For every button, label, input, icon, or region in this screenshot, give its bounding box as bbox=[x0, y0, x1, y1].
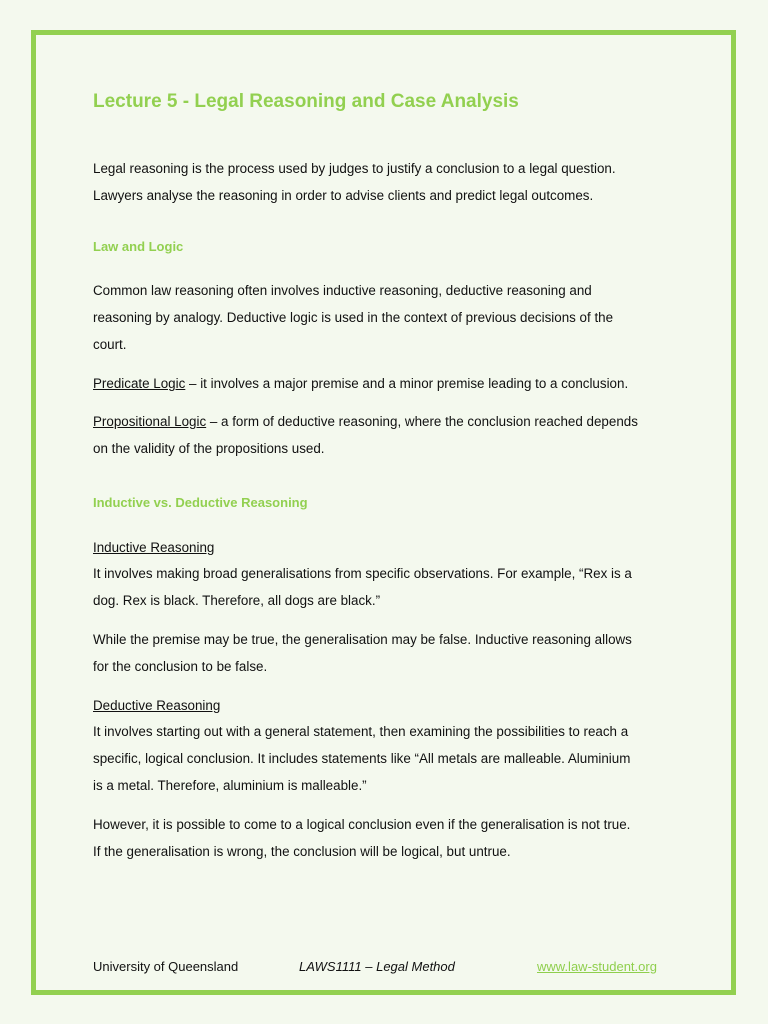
inductive-reasoning-heading: Inductive Reasoning bbox=[93, 540, 215, 555]
intro-line: Legal reasoning is the process used by judges to justify a conclusion to a legal question. bbox=[93, 161, 616, 176]
section-heading-inductive-deductive: Inductive vs. Deductive Reasoning bbox=[93, 495, 308, 510]
paragraph-line: for the conclusion to be false. bbox=[93, 659, 268, 674]
inductive-paragraph bbox=[93, 560, 683, 614]
paragraph-line: reasoning by analogy. Deductive logic is used in the context of previous decisions of the bbox=[93, 310, 614, 325]
deductive-paragraph bbox=[93, 718, 683, 799]
paragraph-line: is a metal. Therefore, aluminium is malleable.” bbox=[93, 778, 367, 793]
paragraph-line: on the validity of the propositions used. bbox=[93, 441, 325, 456]
paragraph-line: It involves making broad generalisations from specific observations. For example, “Rex is a bbox=[93, 566, 632, 581]
footer-website-link[interactable]: www.law-student.org bbox=[537, 959, 657, 974]
page-title: Lecture 5 - Legal Reasoning and Case Analysis bbox=[93, 91, 519, 112]
law-logic-paragraph bbox=[93, 277, 683, 358]
predicate-logic-term: Predicate Logic bbox=[93, 376, 186, 391]
page-border bbox=[31, 30, 736, 995]
predicate-logic-text: – it involves a major premise and a minor premise leading to a conclusion. bbox=[185, 376, 629, 391]
deductive-reasoning-heading: Deductive Reasoning bbox=[93, 698, 221, 713]
paragraph-line: dog. Rex is black. Therefore, all dogs are black.” bbox=[93, 593, 381, 608]
paragraph-line: Common law reasoning often involves inductive reasoning, deductive reasoning and bbox=[93, 283, 592, 298]
predicate-logic-paragraph bbox=[93, 370, 683, 397]
intro-line: Lawyers analyse the reasoning in order to advise clients and predict legal outcomes. bbox=[93, 188, 594, 203]
deductive-heading bbox=[93, 692, 683, 719]
intro-paragraph bbox=[93, 155, 683, 209]
propositional-logic-paragraph bbox=[93, 408, 683, 462]
propositional-logic-term: Propositional Logic bbox=[93, 414, 207, 429]
paragraph-line: specific, logical conclusion. It includes statements like “All metals are malleable. Aluminium bbox=[93, 751, 631, 766]
paragraph-line: It involves starting out with a general statement, then examining the possibilities to reach a bbox=[93, 724, 629, 739]
footer-course: LAWS1111 – Legal Method bbox=[299, 959, 455, 974]
deductive-paragraph-2 bbox=[93, 811, 683, 865]
paragraph-line: If the generalisation is wrong, the conclusion will be logical, but untrue. bbox=[93, 844, 511, 859]
section-heading-law-logic: Law and Logic bbox=[93, 239, 184, 254]
paragraph-line: However, it is possible to come to a logical conclusion even if the generalisation is not true. bbox=[93, 817, 631, 832]
paragraph-line: While the premise may be true, the generalisation may be false. Inductive reasoning allows bbox=[93, 632, 632, 647]
footer-university: University of Queensland bbox=[93, 959, 239, 974]
propositional-logic-text: – a form of deductive reasoning, where the conclusion reached depends bbox=[206, 414, 638, 429]
inductive-paragraph-2 bbox=[93, 626, 683, 680]
paragraph-line: court. bbox=[93, 337, 127, 352]
inductive-heading bbox=[93, 534, 683, 561]
